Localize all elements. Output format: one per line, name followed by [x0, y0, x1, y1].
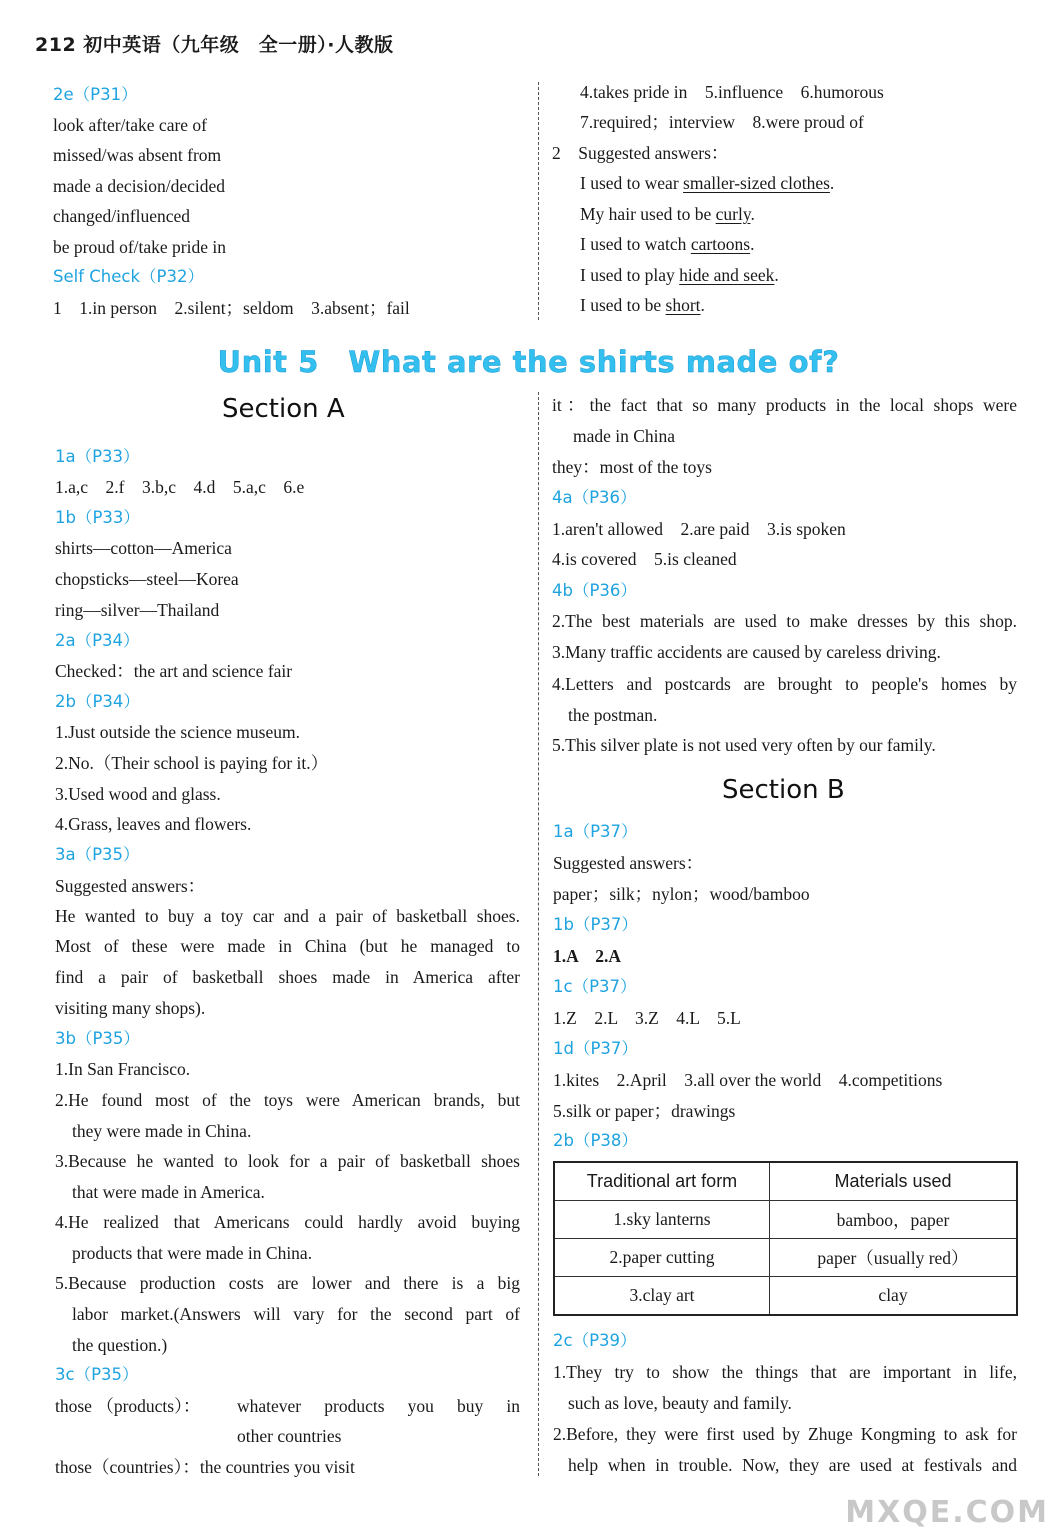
exercise-tag-3b: 3b（P35） [55, 1029, 140, 1048]
answer-line: those （products）： [55, 1396, 201, 1416]
table-cell: 1.sky lanterns [554, 1201, 770, 1239]
answer-line: 1.They try to show the things that are important in life, [553, 1362, 1017, 1382]
answer-line: products that were made in China. [72, 1243, 313, 1263]
table-row [554, 1277, 1017, 1316]
answer-line: chopsticks—steel—Korea [55, 569, 239, 589]
answer-line: such as love, beauty and family. [568, 1393, 792, 1413]
answer-line: 2 Suggested answers： [552, 143, 729, 163]
table-header-cell: Materials used [770, 1162, 1018, 1201]
answer-line: 5.silk or paper；drawings [553, 1101, 736, 1121]
exercise-tag-4a: 4a（P36） [552, 488, 637, 507]
table-cell: paper（usually red） [770, 1239, 1018, 1277]
answer-line: ring—silver—Thailand [55, 600, 220, 620]
answer-line: look after/take care of [53, 115, 208, 135]
answer-line: the postman. [568, 705, 658, 725]
suggested-answer-2: My hair used to be curly. [580, 204, 755, 224]
column-divider [538, 392, 539, 1476]
exercise-tag-3c: 3c（P35） [55, 1365, 139, 1384]
answer-line: 3.Because he wanted to look for a pair of basketball shoes [55, 1151, 520, 1171]
page-header: 212 初中英语（九年级 全一册）·人教版 [35, 34, 394, 56]
suggested-answer-3: I used to watch cartoons. [580, 234, 755, 254]
answer-line: whatever products you buy in [237, 1396, 520, 1416]
answer-line: they were made in China. [72, 1121, 252, 1141]
answer-line: changed/influenced [53, 206, 191, 226]
answer-line: that were made in America. [72, 1182, 265, 1202]
answer-line: 1.Just outside the science museum. [55, 722, 300, 742]
answer-line: 4.Grass, leaves and flowers. [55, 814, 252, 834]
exercise-tag-1b: 1b（P33） [55, 508, 140, 527]
answer-line: the question.) [72, 1335, 168, 1355]
answer-line: other countries [237, 1426, 342, 1446]
art-forms-table [553, 1161, 1018, 1316]
answer-line: 3.Used wood and glass. [55, 784, 221, 804]
answer-line: Most of these were made in China (but he managed to [55, 936, 520, 956]
answer-line: 3.Many traffic accidents are caused by careless driving. [552, 642, 941, 662]
answer-line: visiting many shops). [55, 998, 206, 1018]
answer-line: 5.This silver plate is not used very often by our family. [552, 735, 936, 755]
answer-line: He wanted to buy a toy car and a pair of basketball shoes. [55, 906, 520, 926]
answer-line: made a decision/decided [53, 176, 226, 196]
table-cell: bamboo，paper [770, 1201, 1018, 1239]
answer-line: Suggested answers： [55, 876, 206, 896]
exercise-tag-self-check: Self Check（P32） [53, 267, 204, 286]
answer-line: 1.aren't allowed 2.are paid 3.is spoken [552, 519, 846, 539]
exercise-tag-2b: 2b（P34） [55, 692, 140, 711]
answer-line: 1.Z 2.L 3.Z 4.L 5.L [553, 1008, 741, 1028]
exercise-tag-2b: 2b（P38） [553, 1131, 638, 1150]
watermark-logo: MXQE.COM [845, 1495, 1049, 1530]
answer-line: help when in trouble. Now, they are used at festivals and [568, 1455, 1017, 1475]
answer-line: 2.Before, they were first used by Zhuge Kongming to ask for [553, 1424, 1017, 1444]
section-a-title: Section A [222, 394, 345, 424]
exercise-tag-1d: 1d（P37） [553, 1039, 638, 1058]
answer-line: be proud of/take pride in [53, 237, 227, 257]
answer-line: 1.In San Francisco. [55, 1059, 191, 1079]
answer-line: 1 1.in person 2.silent；seldom 3.absent；fail [53, 298, 410, 318]
answer-line: they：most of the toys [552, 457, 712, 477]
exercise-tag-2e: 2e（P31） [53, 85, 138, 104]
answer-line: labor market.(Answers will vary for the second part of [72, 1304, 520, 1324]
section-b-title: Section B [722, 775, 845, 805]
exercise-tag-1b: 1b（P37） [553, 915, 638, 934]
table-cell: 3.clay art [554, 1277, 770, 1316]
answer-line: those（countries）：the countries you visit [55, 1457, 355, 1477]
exercise-tag-2a: 2a（P34） [55, 631, 140, 650]
exercise-tag-3a: 3a（P35） [55, 845, 140, 864]
exercise-tag-1a: 1a（P33） [55, 447, 140, 466]
answer-line: find a pair of basketball shoes made in America after [55, 967, 520, 987]
table-row [554, 1201, 1017, 1239]
exercise-tag-2c: 2c（P39） [553, 1331, 637, 1350]
table-header-cell: Traditional art form [554, 1162, 770, 1201]
answer-line: Suggested answers： [553, 853, 704, 873]
answer-line: 2.He found most of the toys were American brands, but [55, 1090, 520, 1110]
table-cell: 2.paper cutting [554, 1239, 770, 1277]
answer-line: 7.required；interview 8.were proud of [580, 112, 864, 132]
table-cell: clay [770, 1277, 1018, 1316]
answer-line: 4.is covered 5.is cleaned [552, 549, 737, 569]
answer-line: 2.No.（Their school is paying for it.） [55, 753, 329, 773]
answer-line: 5.Because production costs are lower and there is a big [55, 1273, 520, 1293]
answer-line: paper；silk；nylon；wood/bamboo [553, 884, 810, 904]
answer-line: 1.a,c 2.f 3.b,c 4.d 5.a,c 6.e [55, 477, 305, 497]
answer-line: 1.A 2.A [553, 946, 622, 966]
exercise-tag-1a: 1a（P37） [553, 822, 638, 841]
table-header-row [554, 1162, 1017, 1201]
answer-line: 4.takes pride in 5.influence 6.humorous [580, 82, 884, 102]
suggested-answer-5: I used to be short. [580, 295, 705, 315]
column-divider-top [538, 82, 539, 320]
answer-line: 1.kites 2.April 3.all over the world 4.competitions [553, 1070, 943, 1090]
answer-line: 4.Letters and postcards are brought to people's homes by [552, 674, 1017, 694]
answer-line: 4.He realized that Americans could hardly avoid buying [55, 1212, 520, 1232]
table-row [554, 1239, 1017, 1277]
exercise-tag-4b: 4b（P36） [552, 581, 637, 600]
unit-title: Unit 5 What are the shirts made of? [217, 345, 840, 379]
answer-line: made in China [573, 426, 676, 446]
answer-line: missed/was absent from [53, 145, 222, 165]
answer-line: shirts—cotton—America [55, 538, 232, 558]
answer-line: Checked：the art and science fair [55, 661, 293, 681]
answer-line: 2.The best materials are used to make dresses by this shop. [552, 611, 1017, 631]
suggested-answer-4: I used to play hide and seek. [580, 265, 779, 285]
exercise-tag-1c: 1c（P37） [553, 977, 637, 996]
suggested-answer-1: I used to wear smaller-sized clothes. [580, 173, 835, 193]
answer-line: it：the fact that so many products in the local shops were [552, 395, 1017, 415]
